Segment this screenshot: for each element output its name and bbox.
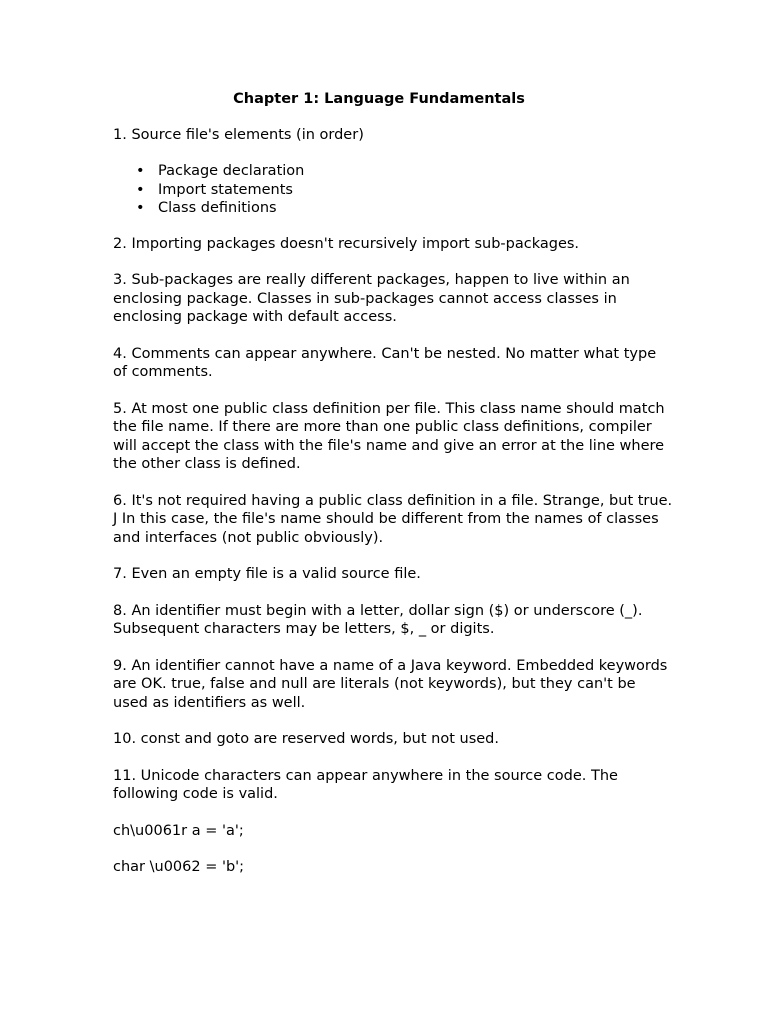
paragraph-item-1: 1. Source file's elements (in order) (113, 126, 364, 143)
list-item: • Package declaration (158, 162, 673, 181)
paragraph-item-11: 11. Unicode characters can appear anywhere in the source code. The following code is valid. (113, 767, 618, 802)
paragraph-item-7: 7. Even an empty file is a valid source file. (113, 566, 421, 582)
code-line-char-a: ch\u0061r a = 'a'; (113, 822, 244, 839)
code-line-char-b: char \u0062 = 'b'; (113, 859, 245, 875)
paragraph-item-4: 4. Comments can appear anywhere. Can't be nested. No matter what type of comments. (113, 345, 657, 380)
list-item: • Class definitions (158, 199, 673, 218)
paragraph-item-2: 2. Importing packages doesn't recursively import sub-packages. (113, 235, 580, 252)
paragraph-item-5: 5. At most one public class definition per file. This class name should match the file name. If there are more than one public class definitions, compiler will accept the class with the file's name and give an error at the line where the other class is defined. (113, 400, 665, 472)
paragraph-item-3: 3. Sub-packages are really different packages, happen to live within an enclosing package. Classes in sub-packages cannot access classes in enclosing package with default access. (113, 272, 630, 325)
paragraph-item-9: 9. An identifier cannot have a name of a Java keyword. Embedded keywords are OK. true, false and null are literals (not keywords), but they can't be used as identifiers as well. (113, 657, 668, 711)
source-elements-list (113, 162, 673, 218)
paragraph-item-6: 6. It's not required having a public class definition in a file. Strange, but true. J In this case, the file's name should be different from the names of classes and interfaces (not public obviously). (113, 492, 673, 546)
paragraph-item-10: 10. const and goto are reserved words, but not used. (113, 731, 499, 747)
list-item: • Import statements (158, 181, 673, 200)
document-page (113, 90, 673, 895)
chapter-title: Chapter 1: Language Fundamentals (233, 91, 525, 107)
paragraph-item-8: 8. An identifier must begin with a letter, dollar sign ($) or underscore (_). Subsequent characters may be letters, $, _ or digits. (113, 602, 643, 637)
